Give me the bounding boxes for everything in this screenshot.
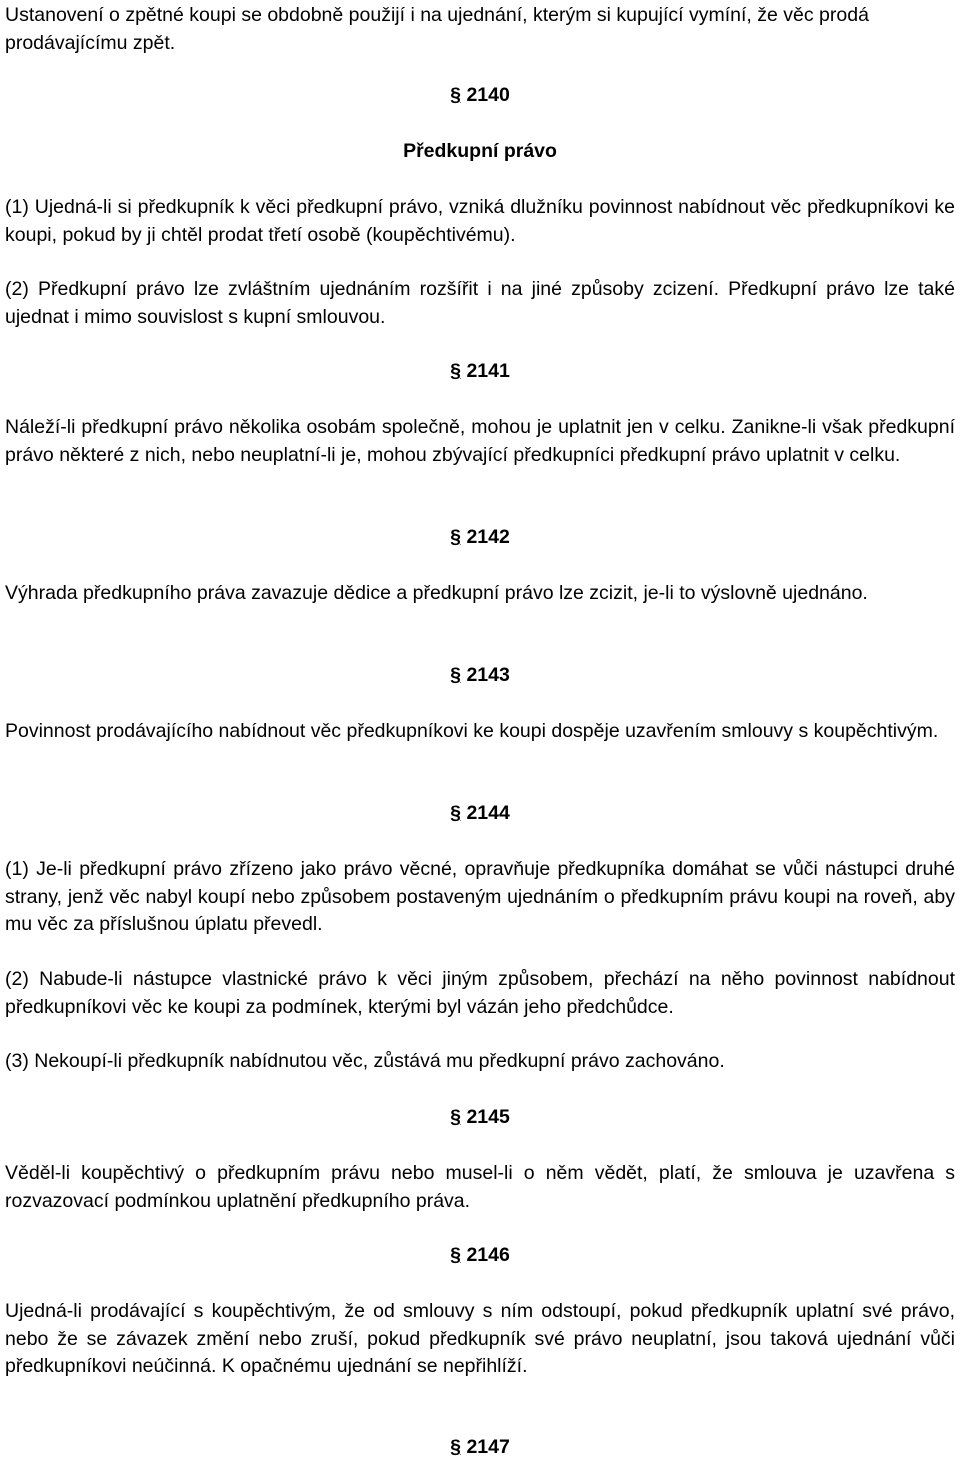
section-number: 2142	[466, 526, 510, 548]
section-heading-2143	[5, 662, 955, 690]
paragraph-zpetna-koupe: Ustanovení o zpětné koupi se obdobně použijí i na ujednání, kterým si kupující vymíní, že věc prodá prodávajícímu zpět.	[5, 4, 869, 54]
section-number: 2144	[466, 802, 510, 824]
paragraph-2142: Výhrada předkupního práva zavazuje dědice a předkupní právo lze zcizit, je-li to výslovně ujednáno.	[5, 582, 868, 604]
section-symbol: §	[450, 664, 462, 686]
paragraph-2146: Ujedná-li prodávající s koupěchtivým, že od smlouvy s ním odstoupí, pokud předkupník uplatní své právo, nebo že se závazek změní nebo zruší, pokud předkupník své právo neuplatní, jsou taková ujednání vůči předkupníkovi neúčinná. K opačnému ujednání se nepřihlíží.	[5, 1300, 955, 1377]
section-number: 2141	[466, 360, 510, 382]
paragraph-2144-2: (2) Nabude-li nástupce vlastnické právo k věci jiným způsobem, přechází na něho povinnost nabídnout předkupníkovi věc ke koupi za podmínek, kterými byl vázán jeho předchůdce.	[5, 968, 955, 1018]
paragraph-2140-1: (1) Ujedná-li si předkupník k věci předkupní právo, vzniká dlužníku povinnost nabídnout věc předkupníkovi ke koupi, pokud by ji chtěl prodat třetí osobě (koupěchtivému).	[5, 196, 955, 246]
section-symbol: §	[450, 526, 462, 548]
section-symbol: §	[450, 802, 462, 824]
section-number: 2146	[466, 1244, 510, 1266]
paragraph-2144-3: (3) Nekoupí-li předkupník nabídnutou věc, zůstává mu předkupní právo zachováno.	[5, 1050, 725, 1072]
section-heading-2140	[5, 82, 955, 110]
paragraph-2144-1: (1) Je-li předkupní právo zřízeno jako právo věcné, opravňuje předkupníka domáhat se vůči nástupci druhé strany, jenž věc nabyl koupí nebo způsobem postaveným ujednáním o předkupním právu koupi na roveň, aby mu věc za příslušnou úplatu převedl.	[5, 858, 955, 935]
section-number: 2140	[466, 84, 510, 106]
section-heading-2141	[5, 358, 955, 386]
section-number: 2143	[466, 664, 510, 686]
paragraph-2141: Náleží-li předkupní právo několika osobám společně, mohou je uplatnit jen v celku. Zanikne-li však předkupní právo některé z nich, nebo neuplatní-li je, mohou zbývající předkupníci předkupní právo uplatnit v celku.	[5, 416, 955, 466]
section-number: 2145	[466, 1106, 510, 1128]
section-symbol: §	[450, 360, 462, 382]
section-title-predkupni-pravo: Předkupní právo	[403, 140, 557, 162]
paragraph-2145: Věděl-li koupěchtivý o předkupním právu nebo musel-li o něm vědět, platí, že smlouva je uzavřena s rozvazovací podmínkou uplatnění předkupního práva.	[5, 1162, 955, 1212]
section-heading-2142	[5, 524, 955, 552]
paragraph-2140-2: (2) Předkupní právo lze zvláštním ujednáním rozšířit i na jiné způsoby zcizení. Předkupní právo lze také ujednat i mimo souvislost s kupní smlouvou.	[5, 278, 955, 328]
section-number: 2147	[466, 1436, 510, 1458]
section-heading-2145	[5, 1104, 955, 1132]
section-symbol: §	[450, 1436, 462, 1458]
section-symbol: §	[450, 1244, 462, 1266]
section-heading-2144	[5, 800, 955, 828]
section-heading-2147	[5, 1434, 955, 1462]
section-heading-2146	[5, 1242, 955, 1270]
paragraph-2143: Povinnost prodávajícího nabídnout věc předkupníkovi ke koupi dospěje uzavřením smlouvy s koupěchtivým.	[5, 720, 939, 742]
section-symbol: §	[450, 1106, 462, 1128]
section-symbol: §	[450, 84, 462, 106]
